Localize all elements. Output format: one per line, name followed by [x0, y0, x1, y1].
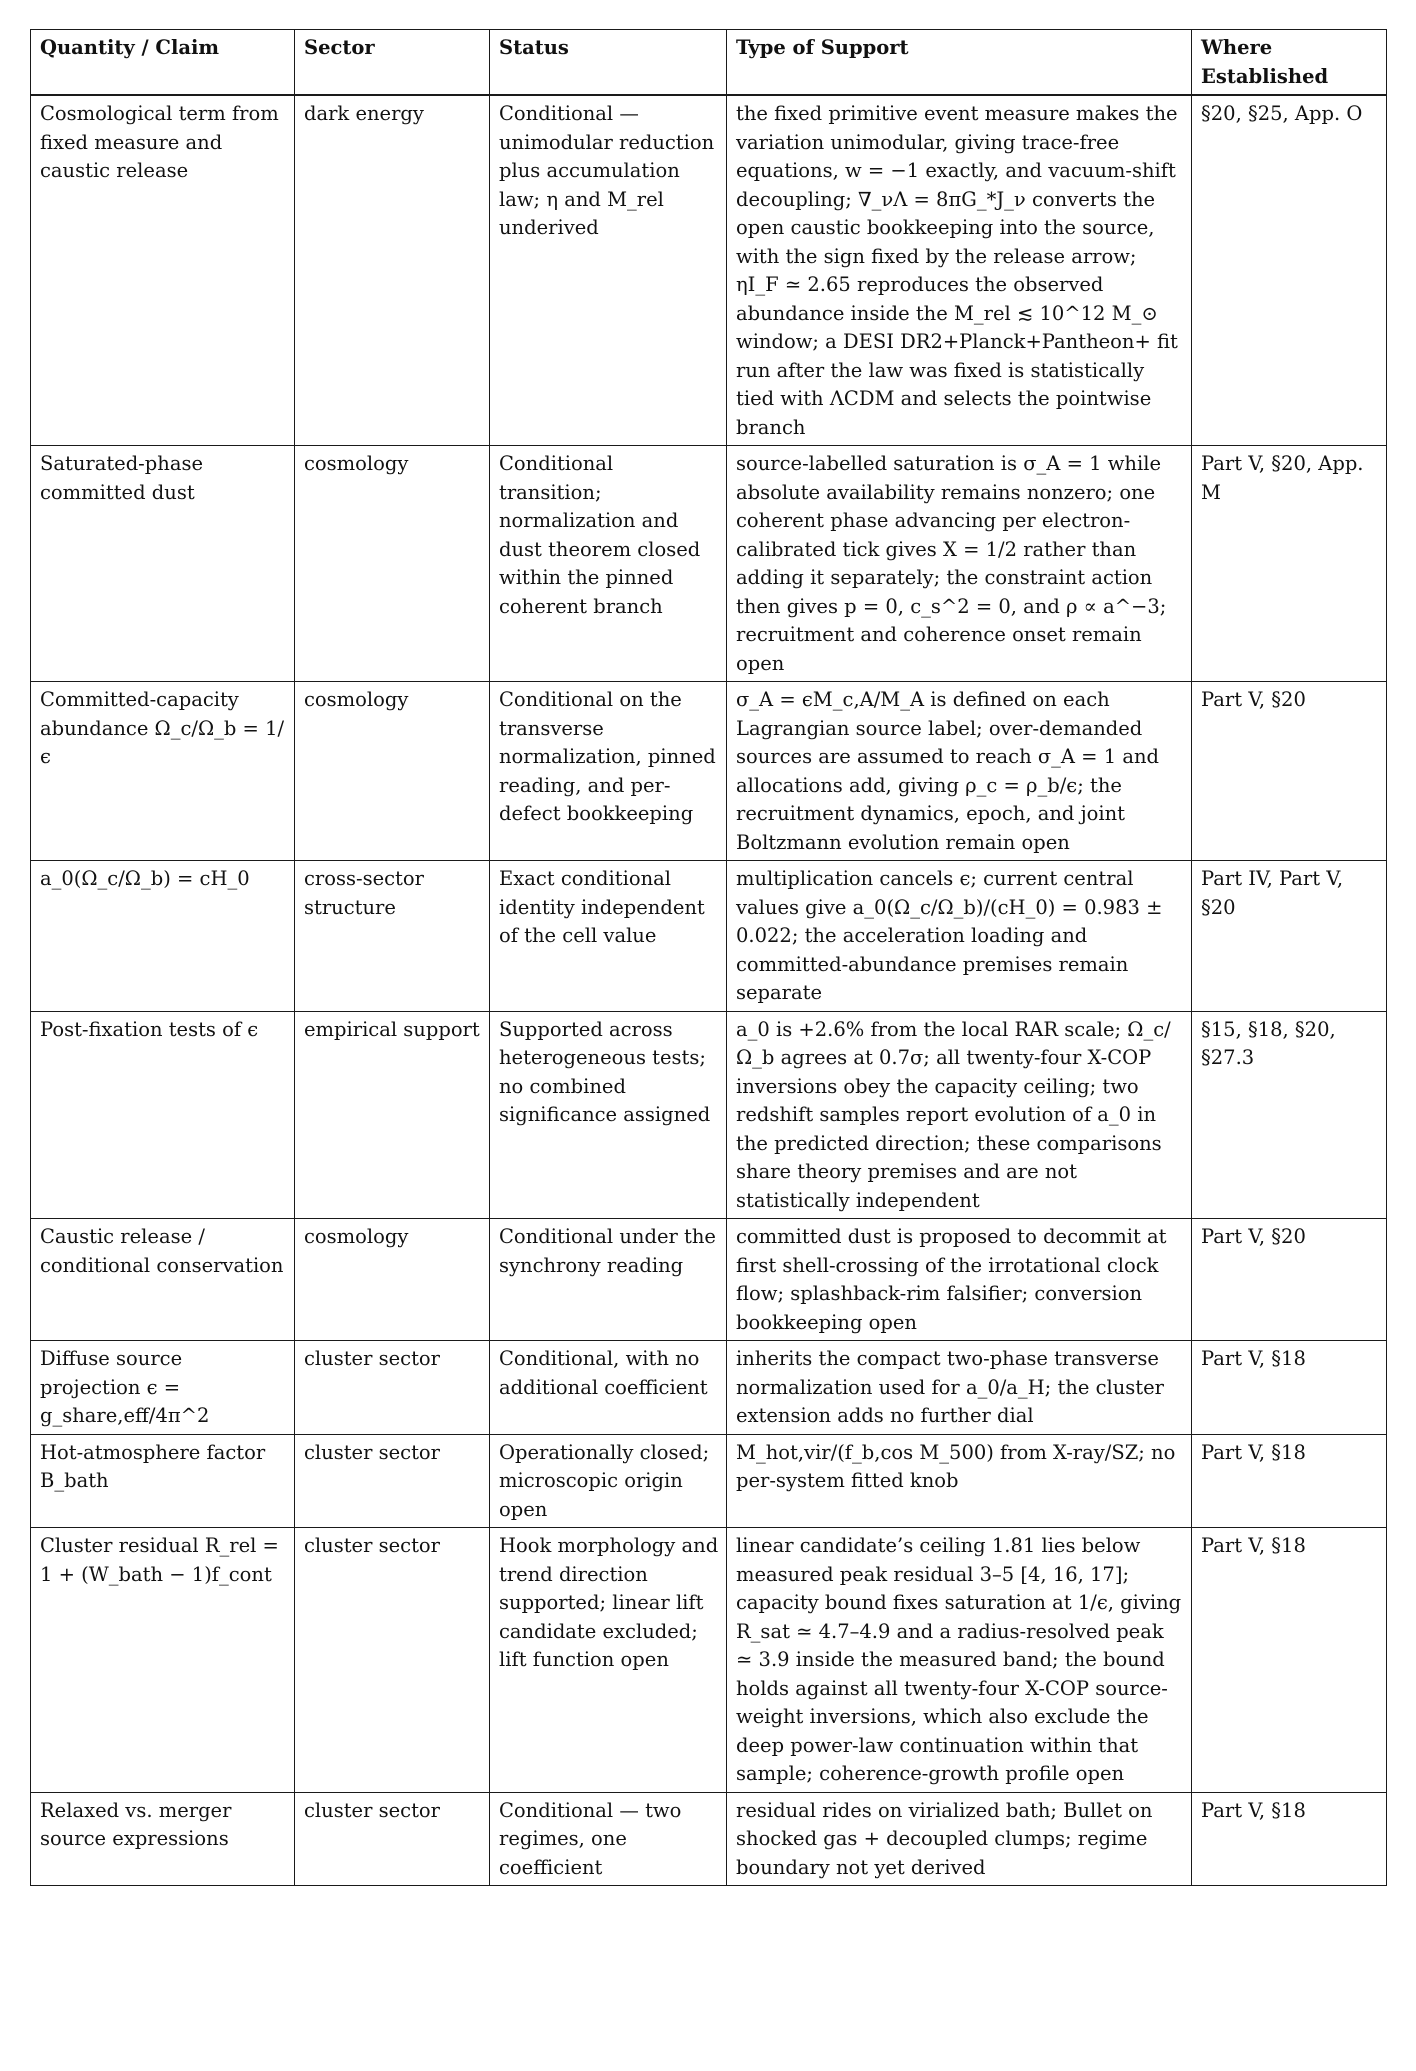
cell-where: Part IV, Part V, §20 [1192, 861, 1387, 1012]
table-row [31, 1011, 1387, 1219]
cell-claim: Relaxed vs. merger source expressions [31, 1792, 295, 1886]
table-row [31, 1434, 1387, 1528]
cell-status: Conditional under the synchrony reading [490, 1219, 727, 1341]
claims-table [30, 29, 1387, 1886]
cell-where: Part V, §18 [1192, 1792, 1387, 1886]
cell-status: Supported across heterogeneous tests; no combined significance assigned [490, 1011, 727, 1219]
cell-status: Exact conditional identity independent of the cell value [490, 861, 727, 1012]
cell-where: Part V, §20, App. M [1192, 446, 1387, 682]
table-row [31, 1219, 1387, 1341]
cell-claim: a_0(Ω_c/Ω_b) = cH_0 [31, 861, 295, 1012]
table-row [31, 1341, 1387, 1435]
cell-claim: Cluster residual R_rel = 1 + (W_bath − 1)f_cont [31, 1528, 295, 1793]
cell-support: a_0 is +2.6% from the local RAR scale; Ω_c/Ω_b agrees at 0.7σ; all twenty-four X-COP inversions obey the capacity ceiling; two redshift samples report evolution of a_0 in the predicted direction; these comparisons share theory premises and are not statistically independent [727, 1011, 1192, 1219]
table-row [31, 95, 1387, 446]
cell-claim: Post-fixation tests of ϵ [31, 1011, 295, 1219]
cell-sector: cross-sector structure [295, 861, 490, 1012]
cell-status: Hook morphology and trend direction supported; linear lift candidate excluded; lift function open [490, 1528, 727, 1793]
cell-claim: Cosmological term from fixed measure and caustic release [31, 95, 295, 446]
table-row [31, 861, 1387, 1012]
header-where: Where Established [1192, 30, 1387, 96]
cell-where: §20, §25, App. O [1192, 95, 1387, 446]
cell-sector: dark energy [295, 95, 490, 446]
table-header-row [31, 30, 1387, 96]
table-row [31, 1528, 1387, 1793]
header-sector: Sector [295, 30, 490, 96]
cell-status: Conditional, with no additional coefficient [490, 1341, 727, 1435]
cell-claim: Committed-capacity abundance Ω_c/Ω_b = 1/ϵ [31, 682, 295, 861]
cell-where: Part V, §18 [1192, 1434, 1387, 1528]
cell-status: Conditional on the transverse normalization, pinned reading, and per-defect bookkeeping [490, 682, 727, 861]
summary-table-page [30, 29, 1386, 1886]
table-row [31, 446, 1387, 682]
header-claim: Quantity / Claim [31, 30, 295, 96]
cell-status: Conditional — unimodular reduction plus accumulation law; η and M_rel underived [490, 95, 727, 446]
cell-support: σ_A = ϵM_c,A/M_A is defined on each Lagrangian source label; over-demanded sources are assumed to reach σ_A = 1 and allocations add, giving ρ_c = ρ_b/ϵ; the recruitment dynamics, epoch, and joint Boltzmann evolution remain open [727, 682, 1192, 861]
table-body [31, 95, 1387, 1886]
cell-sector: cluster sector [295, 1792, 490, 1886]
cell-support: the fixed primitive event measure makes the variation unimodular, giving trace-free equations, w = −1 exactly, and vacuum-shift decoupling; ∇_νΛ = 8πG_*J_ν converts the open caustic bookkeeping into the source, with the sign fixed by the release arrow; ηI_F ≃ 2.65 reproduces the observed abundance inside the M_rel ≲ 10^12 M_⊙ window; a DESI DR2+Planck+Pantheon+ fit run after the law was fixed is statistically tied with ΛCDM and selects the pointwise branch [727, 95, 1192, 446]
cell-status: Conditional transition; normalization and dust theorem closed within the pinned coherent branch [490, 446, 727, 682]
cell-where: Part V, §18 [1192, 1528, 1387, 1793]
cell-sector: cluster sector [295, 1434, 490, 1528]
cell-claim: Diffuse source projection ϵ = g_share,eff/4π^2 [31, 1341, 295, 1435]
cell-support: residual rides on virialized bath; Bullet on shocked gas + decoupled clumps; regime boundary not yet derived [727, 1792, 1192, 1886]
cell-support: M_hot,vir/(f_b,cos M_500) from X-ray/SZ; no per-system fitted knob [727, 1434, 1192, 1528]
cell-support: linear candidate’s ceiling 1.81 lies below measured peak residual 3–5 [4, 16, 17]; capacity bound fixes saturation at 1/ϵ, giving R_sat ≃ 4.7–4.9 and a radius-resolved peak ≃ 3.9 inside the measured band; the bound holds against all twenty-four X-COP source-weight inversions, which also exclude the deep power-law continuation within that sample; coherence-growth profile open [727, 1528, 1192, 1793]
cell-sector: cosmology [295, 446, 490, 682]
cell-where: Part V, §20 [1192, 1219, 1387, 1341]
cell-where: Part V, §20 [1192, 682, 1387, 861]
cell-sector: cosmology [295, 682, 490, 861]
table-row [31, 682, 1387, 861]
table-row [31, 1792, 1387, 1886]
cell-sector: cluster sector [295, 1341, 490, 1435]
cell-status: Operationally closed; microscopic origin open [490, 1434, 727, 1528]
cell-claim: Caustic release / conditional conservation [31, 1219, 295, 1341]
cell-support: multiplication cancels ϵ; current central values give a_0(Ω_c/Ω_b)/(cH_0) = 0.983 ± 0.022; the acceleration loading and committed-abundance premises remain separate [727, 861, 1192, 1012]
cell-where: §15, §18, §20, §27.3 [1192, 1011, 1387, 1219]
cell-sector: empirical support [295, 1011, 490, 1219]
header-support: Type of Support [727, 30, 1192, 96]
cell-sector: cluster sector [295, 1528, 490, 1793]
cell-status: Conditional — two regimes, one coefficient [490, 1792, 727, 1886]
header-status: Status [490, 30, 727, 96]
cell-claim: Hot-atmosphere factor B_bath [31, 1434, 295, 1528]
cell-support: inherits the compact two-phase transverse normalization used for a_0/a_H; the cluster extension adds no further dial [727, 1341, 1192, 1435]
cell-sector: cosmology [295, 1219, 490, 1341]
cell-support: committed dust is proposed to decommit at first shell-crossing of the irrotational clock flow; splashback-rim falsifier; conversion bookkeeping open [727, 1219, 1192, 1341]
cell-claim: Saturated-phase committed dust [31, 446, 295, 682]
cell-where: Part V, §18 [1192, 1341, 1387, 1435]
cell-support: source-labelled saturation is σ_A = 1 while absolute availability remains nonzero; one coherent phase advancing per electron-calibrated tick gives X = 1/2 rather than adding it separately; the constraint action then gives p = 0, c_s^2 = 0, and ρ ∝ a^−3; recruitment and coherence onset remain open [727, 446, 1192, 682]
